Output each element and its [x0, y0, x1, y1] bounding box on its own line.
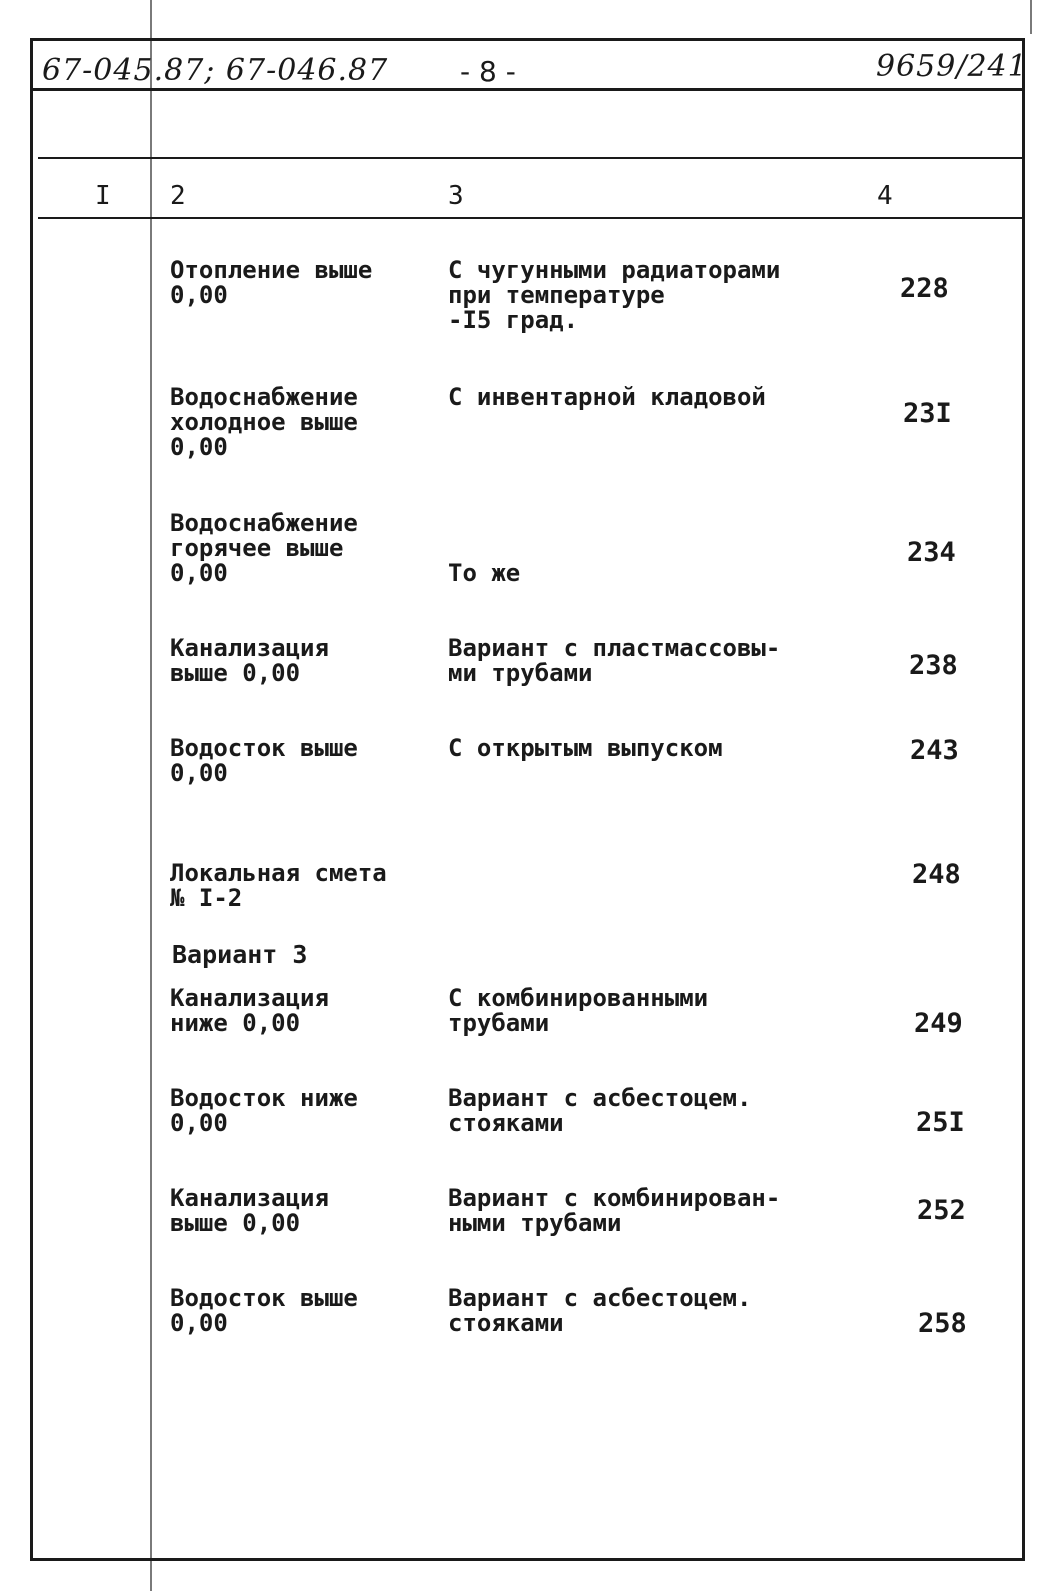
row-description: Вариант с комбинирован- ными трубами [448, 1184, 781, 1237]
row-description: То же [448, 559, 521, 587]
column-header-3: 3 [448, 181, 464, 211]
row-page: 248 [912, 859, 961, 890]
column-header-4: 4 [877, 181, 893, 211]
column-header-2: 2 [170, 181, 186, 211]
row-page: 234 [907, 537, 956, 568]
column-header-bottom-rule [38, 217, 1023, 219]
row-name: Водоснабжение горячее выше 0,00 [170, 509, 358, 587]
row-name: Водосток выше 0,00 [170, 734, 358, 787]
row-page: 23I [903, 398, 952, 429]
row-name: Канализация выше 0,00 [170, 634, 329, 687]
variant-heading: Вариант 3 [172, 940, 308, 969]
row-page: 25I [916, 1107, 965, 1138]
row-description: С открытым выпуском [448, 734, 723, 762]
right-margin-line [1030, 0, 1032, 34]
document-codes: 67-045.87; 67-046.87 [42, 53, 389, 88]
row-page: 238 [909, 650, 958, 681]
row-description: С чугунными радиаторами при температуре -I5 град. [448, 256, 781, 334]
row-page: 258 [918, 1308, 967, 1339]
row-page: 228 [900, 273, 949, 304]
row-name: Канализация выше 0,00 [170, 1184, 329, 1237]
row-name: Локальная смета № I-2 [170, 859, 387, 912]
row-name: Отопление выше 0,00 [170, 256, 373, 309]
column-header-top-rule [38, 157, 1023, 159]
column-header-1: I [95, 181, 111, 211]
row-description: С комбинированными трубами [448, 984, 709, 1037]
page-number: - 8 - [460, 55, 516, 88]
row-name: Канализация ниже 0,00 [170, 984, 329, 1037]
row-name: Водоснабжение холодное выше 0,00 [170, 383, 358, 461]
row-description: Вариант с асбестоцем. стояками [448, 1084, 752, 1137]
row-page: 252 [917, 1195, 966, 1226]
row-name: Водосток выше 0,00 [170, 1284, 358, 1337]
row-description: Вариант с асбестоцем. стояками [448, 1284, 752, 1337]
row-name: Водосток ниже 0,00 [170, 1084, 358, 1137]
row-page: 249 [914, 1008, 963, 1039]
archive-number: 9659/241 [876, 49, 1028, 84]
row-page: 243 [910, 735, 959, 766]
row-description: С инвентарной кладовой [448, 383, 766, 411]
header-rule [30, 88, 1025, 91]
row-description: Вариант с пластмассовы- ми трубами [448, 634, 781, 687]
